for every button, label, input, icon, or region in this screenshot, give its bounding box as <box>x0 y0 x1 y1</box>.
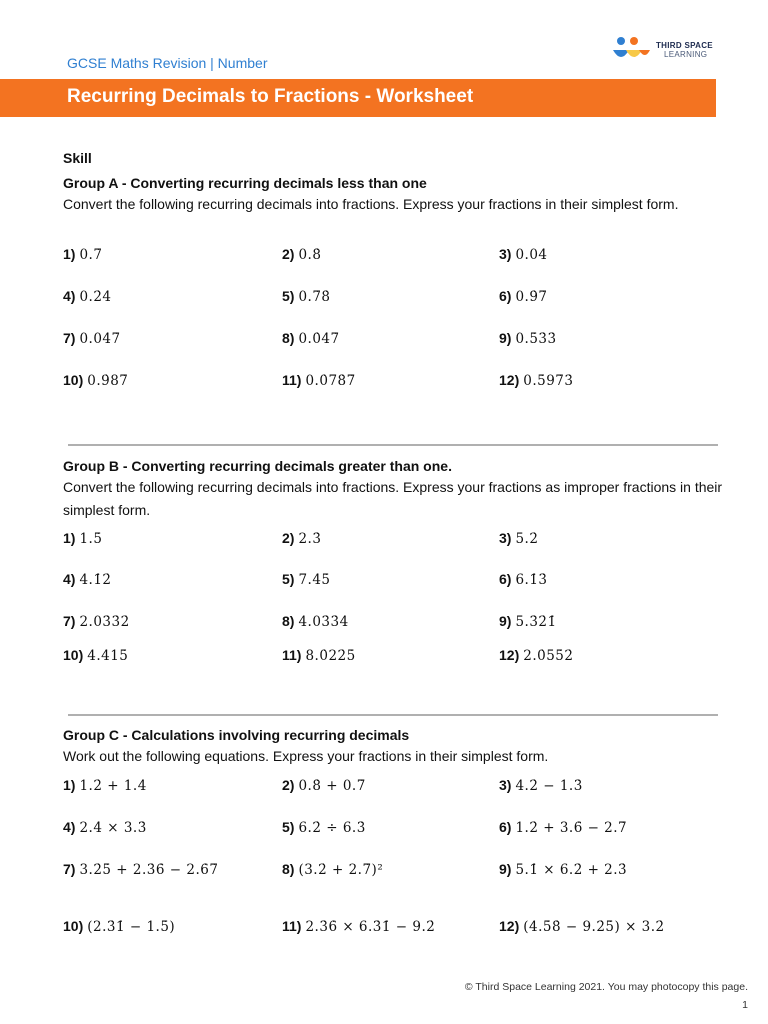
question-c11 <box>282 918 435 935</box>
question-number: 10) <box>63 647 84 663</box>
logo-wordmark <box>656 41 713 59</box>
question-expression: 0.9̇7̇ <box>515 289 548 305</box>
question-b6 <box>499 571 548 588</box>
question-a11 <box>282 372 356 389</box>
question-expression: 7.4̇5̇ <box>298 572 331 588</box>
question-b2 <box>282 530 321 547</box>
question-expression: 3.2̇5̇ + 2.3̇6̇ − 2.6̇7̇ <box>79 862 219 878</box>
question-row <box>63 647 723 667</box>
header-subtitle: GCSE Maths Revision | Number <box>67 55 268 71</box>
question-expression: 0.5̇3̇3̇ <box>515 331 557 347</box>
question-a12 <box>499 372 573 389</box>
question-c1 <box>63 777 147 794</box>
question-number: 10) <box>63 918 84 934</box>
question-b9 <box>499 613 557 630</box>
question-row <box>63 571 723 591</box>
question-b8 <box>282 613 349 630</box>
question-row <box>63 288 723 308</box>
question-c5 <box>282 819 366 836</box>
question-number: 4) <box>63 571 76 587</box>
question-expression: 0.5̇97̇3̇ <box>523 373 574 389</box>
question-number: 12) <box>499 918 520 934</box>
group-b-instruction: Convert the following recurring decimals into fractions. Express your fractions as improper fractions in their simplest form. <box>63 479 723 518</box>
question-expression: 4.2̇ − 1.3̇ <box>515 778 583 794</box>
question-row <box>63 330 723 350</box>
question-number: 7) <box>63 330 76 346</box>
question-number: 4) <box>63 819 76 835</box>
question-a3 <box>499 246 548 263</box>
group-a-heading: Group A - Converting recurring decimals less than one <box>63 175 427 191</box>
question-a8 <box>282 330 340 347</box>
question-number: 3) <box>499 246 512 262</box>
skill-label: Skill <box>63 150 92 166</box>
group-b <box>63 456 723 664</box>
question-expression: (2.3̇1̇ − 1.5̇) <box>87 919 176 935</box>
question-b5 <box>282 571 331 588</box>
question-b12 <box>499 647 573 664</box>
question-a6 <box>499 288 548 305</box>
question-c10 <box>63 918 175 935</box>
question-c7 <box>63 861 218 878</box>
question-row <box>63 861 723 881</box>
third-space-learning-logo <box>612 36 732 64</box>
question-number: 10) <box>63 372 84 388</box>
logo-line-2: LEARNING <box>664 50 708 59</box>
question-expression: 4.4̇15̇ <box>87 648 129 664</box>
question-expression: 0.0̇78̇7̇ <box>305 373 356 389</box>
group-c <box>63 725 723 935</box>
question-number: 11) <box>282 647 302 663</box>
worksheet-title: Recurring Decimals to Fractions - Worksheet <box>67 86 474 107</box>
question-number: 1) <box>63 530 76 546</box>
question-row <box>63 246 723 266</box>
question-expression: (4.5̇8̇ − 9.2̇5̇) × 3.2̇ <box>523 919 665 935</box>
question-number: 3) <box>499 530 512 546</box>
section-divider <box>68 444 718 446</box>
title-banner <box>0 79 716 117</box>
question-b3 <box>499 530 538 547</box>
question-number: 3) <box>499 777 512 793</box>
question-expression: 2.0̇55̇2̇ <box>523 648 574 664</box>
question-expression: 1.2̇ + 1.4̇ <box>79 778 147 794</box>
question-b4 <box>63 571 112 588</box>
question-expression: 0.04̇7̇ <box>79 331 121 347</box>
question-c2 <box>282 777 366 794</box>
group-c-heading: Group C - Calculations involving recurring decimals <box>63 727 410 743</box>
question-number: 12) <box>499 372 520 388</box>
question-number: 11) <box>282 372 302 388</box>
question-row <box>63 613 723 633</box>
copyright-footer: © Third Space Learning 2021. You may photocopy this page. <box>464 981 748 993</box>
question-c9 <box>499 861 627 878</box>
question-b11 <box>282 647 356 664</box>
question-number: 2) <box>282 777 295 793</box>
question-expression: 0.9̇87̇ <box>87 373 129 389</box>
question-expression: 5.2̇ <box>515 531 539 547</box>
question-a2 <box>282 246 321 263</box>
question-a10 <box>63 372 128 389</box>
question-c4 <box>63 819 147 836</box>
group-a-instruction: Convert the following recurring decimals into fractions. Express your fractions in their simplest form. <box>63 196 679 212</box>
logo-icon <box>612 36 652 64</box>
question-c12 <box>499 918 665 935</box>
question-row <box>63 819 723 839</box>
question-expression: 2.3̇ <box>298 531 322 547</box>
question-number: 2) <box>282 530 295 546</box>
question-c8 <box>282 861 383 878</box>
question-number: 2) <box>282 246 295 262</box>
question-number: 12) <box>499 647 520 663</box>
question-expression: 6.1̇3̇ <box>515 572 548 588</box>
question-number: 6) <box>499 571 512 587</box>
question-number: 8) <box>282 861 295 877</box>
question-expression: 2.03̇3̇2̇ <box>79 614 130 630</box>
question-a5 <box>282 288 331 305</box>
group-b-heading: Group B - Converting recurring decimals greater than one. <box>63 458 452 474</box>
question-b10 <box>63 647 128 664</box>
question-row <box>63 777 723 797</box>
question-a7 <box>63 330 121 347</box>
question-row <box>63 372 723 392</box>
question-expression: 0.8̇ <box>298 247 322 263</box>
question-a9 <box>499 330 557 347</box>
question-number: 9) <box>499 613 512 629</box>
question-expression: 2.3̇6̇ × 6.3̇1̇ − 9.2̇ <box>305 919 436 935</box>
question-number: 6) <box>499 288 512 304</box>
question-number: 9) <box>499 861 512 877</box>
question-number: 1) <box>63 777 76 793</box>
question-a4 <box>63 288 112 305</box>
question-number: 8) <box>282 613 295 629</box>
question-number: 4) <box>63 288 76 304</box>
group-a <box>63 173 723 389</box>
question-number: 5) <box>282 819 295 835</box>
question-number: 5) <box>282 288 295 304</box>
question-number: 8) <box>282 330 295 346</box>
question-row <box>63 530 723 550</box>
question-expression: 1.2̇ + 3.6̇ − 2.7̇ <box>515 820 628 836</box>
question-number: 11) <box>282 918 302 934</box>
question-number: 6) <box>499 819 512 835</box>
section-divider <box>68 714 718 716</box>
question-expression: 4.1̇2̇ <box>79 572 112 588</box>
question-number: 5) <box>282 571 295 587</box>
question-expression: (3.2̇ + 2.7̇)² <box>298 862 384 878</box>
question-expression: 0.8̇ + 0.7̇ <box>298 778 366 794</box>
question-b7 <box>63 613 130 630</box>
question-expression: 0.04̇ <box>515 247 548 263</box>
question-number: 7) <box>63 613 76 629</box>
question-expression: 5.3̇2̇1̇ <box>515 614 557 630</box>
question-number: 7) <box>63 861 76 877</box>
question-a1 <box>63 246 102 263</box>
group-c-instruction: Work out the following equations. Express your fractions in their simplest form. <box>63 748 549 764</box>
question-expression: 0.0̇4̇7̇ <box>298 331 340 347</box>
question-c3 <box>499 777 583 794</box>
question-number: 1) <box>63 246 76 262</box>
question-c6 <box>499 819 627 836</box>
question-expression: 4.03̇3̇4̇ <box>298 614 349 630</box>
question-expression: 2.4̇ × 3.3̇ <box>79 820 147 836</box>
page-number: 1 <box>742 999 748 1011</box>
question-expression: 1.5̇ <box>79 531 103 547</box>
question-expression: 0.7̇8̇ <box>298 289 331 305</box>
question-expression: 6.2̇ ÷ 6.3̇ <box>298 820 366 836</box>
question-expression: 5.1̇ × 6.2̇ + 2.3̇ <box>515 862 628 878</box>
question-row <box>63 918 723 938</box>
logo-line-1: THIRD SPACE <box>656 41 713 50</box>
question-expression: 0.7̇ <box>79 247 103 263</box>
question-expression: 8.0̇22̇5̇ <box>305 648 356 664</box>
question-expression: 0.2̇4̇ <box>79 289 112 305</box>
question-number: 9) <box>499 330 512 346</box>
question-b1 <box>63 530 102 547</box>
